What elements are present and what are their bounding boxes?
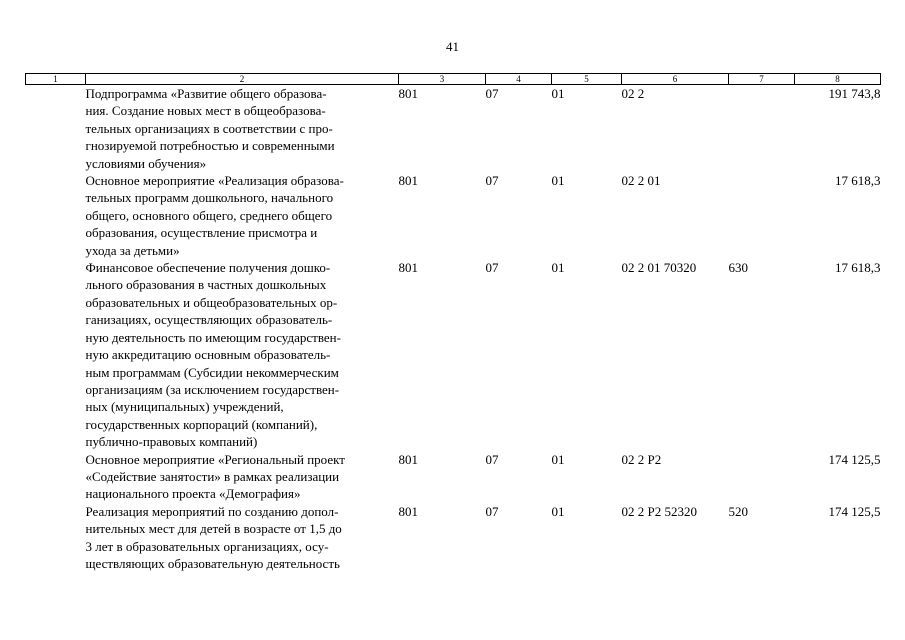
amount: 174 125,5: [828, 503, 881, 519]
cell-empty: [26, 451, 86, 503]
cell-empty: [26, 503, 86, 573]
subsection-code: 01: [551, 260, 565, 276]
section-code: 07: [485, 173, 499, 189]
target-article-code: 02 2 01 70320: [621, 260, 697, 276]
amount: 17 618,3: [835, 260, 881, 276]
column-number-2: 2: [86, 74, 399, 85]
column-number-4: 4: [486, 74, 552, 85]
expense-type-code: 520: [728, 503, 748, 519]
target-article-code: 02 2 P2 52320: [621, 503, 697, 519]
cell-empty: [26, 259, 86, 450]
table-row: [26, 85, 881, 173]
target-article-code: 02 2 P2: [621, 451, 662, 467]
table-row: [26, 503, 881, 573]
table-row: [26, 172, 881, 259]
grbs-code: 801: [398, 451, 418, 467]
column-number-8: 8: [795, 74, 881, 85]
expense-type-code: [729, 451, 795, 503]
expense-type-code: [729, 85, 795, 173]
item-name: Основное мероприятие «Реализация образова- тельных программ дошкольного, начального общего, основного общего, среднего общего образования, осуществление присмотра и ухода за детьми»: [85, 173, 344, 258]
section-code: 07: [485, 86, 499, 101]
section-code: 07: [485, 260, 499, 276]
amount: 191 743,8: [828, 86, 881, 101]
column-number-6: 6: [622, 74, 729, 85]
subsection-code: 01: [551, 86, 565, 101]
column-number-row: [26, 74, 881, 85]
column-number-7: 7: [729, 74, 795, 85]
target-article-code: 02 2 01: [621, 173, 661, 189]
section-code: 07: [485, 451, 499, 467]
amount: 17 618,3: [835, 173, 881, 189]
subsection-code: 01: [551, 173, 565, 189]
grbs-code: 801: [398, 260, 418, 276]
item-name: Реализация мероприятий по созданию допол- нительных мест для детей в возрасте от 1,5 до 3 лет в образовательных организациях, осу- ществляющих образовательную деятельность: [85, 503, 342, 571]
item-name: Финансовое обеспечение получения дошко- льного образования в частных дошкольных образовательных и общеобразовательных ор- ганизациях, осуществляющих образователь- ную деятельность по имеющим государствен- ную аккредитацию основным образователь- ным программам (Субсидии некоммерческим организациям (за исключением государствен- ных (муниципальных) учреждений, государственных корпораций (компаний), публично-правовых компаний): [85, 260, 341, 450]
table-row: [26, 259, 881, 450]
cell-empty: [26, 172, 86, 259]
expense-type-code: [729, 172, 795, 259]
amount: 174 125,5: [828, 451, 881, 467]
expense-type-code: 630: [728, 260, 748, 276]
table-row: [26, 451, 881, 503]
item-name: Основное мероприятие «Региональный проект «Содействие занятости» в рамках реализации национального проекта «Демография»: [85, 451, 345, 502]
target-article-code: 02 2: [621, 86, 645, 101]
column-number-1: 1: [26, 74, 86, 85]
budget-table: [25, 73, 881, 572]
item-name: Подпрограмма «Развитие общего образова- ния. Создание новых мест в общеобразова- тельных организациях в соответствии с про- гнозируемой потребностью и современными условиями обучения»: [85, 86, 335, 171]
page-number: 41: [446, 39, 459, 54]
section-code: 07: [485, 503, 499, 519]
subsection-code: 01: [551, 503, 565, 519]
grbs-code: 801: [398, 173, 418, 189]
column-number-3: 3: [399, 74, 486, 85]
grbs-code: 801: [398, 86, 418, 101]
subsection-code: 01: [551, 451, 565, 467]
cell-empty: [26, 85, 86, 173]
grbs-code: 801: [398, 503, 418, 519]
table-body: [26, 85, 881, 573]
column-number-5: 5: [552, 74, 622, 85]
